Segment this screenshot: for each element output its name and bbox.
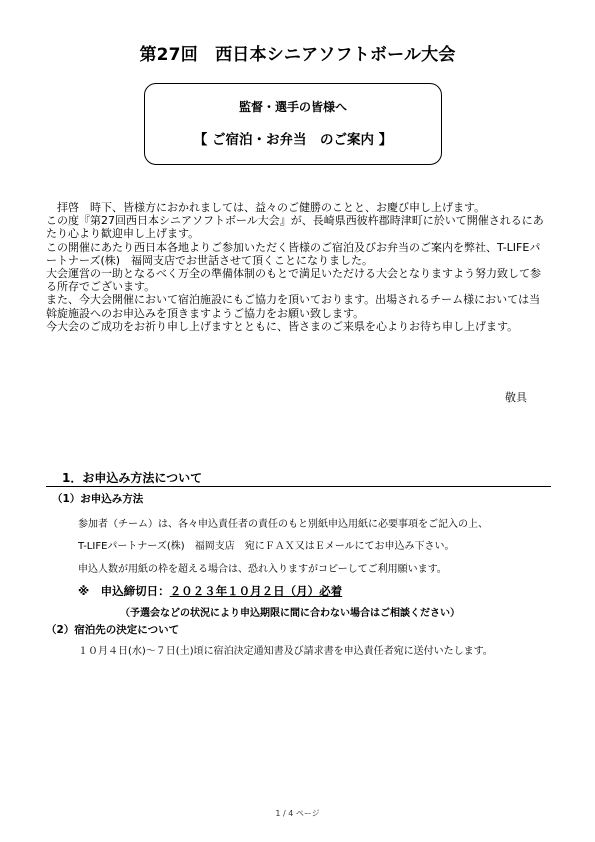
deadline (78, 583, 342, 599)
greeting-text (46, 201, 551, 333)
lodging-notice: １０月４日(水)～７日(土)頃に宿泊決定通知書及び請求書を申込責任者宛に送付いたします。 (78, 646, 493, 657)
application-instruction: 申込人数が用紙の枠を超える場合は、恐れ入りますがコピーしてご利用願います。 (78, 564, 447, 575)
greeting-paragraph: この開催にあたり西日本各地よりご参加いただく皆様のご宿泊及びお弁当のご案内を弊社、T-LIFEパートナーズ(株) 福岡支店でお世話させて頂くことになりました。 (46, 240, 541, 267)
application-instruction: 参加者（チーム）は、各々申込責任者の責任のもと別紙申込用紙に必要事項をご記入の上、 (78, 519, 488, 530)
page-title: 第27回 西日本シニアソフトボール大会 (139, 45, 456, 65)
greeting-paragraph: この度『第27回西日本シニアソフトボール大会』が、長崎県西彼杵郡時津町に於いて開催されるにあたり心より歓迎申し上げます。 (46, 214, 544, 241)
section-heading: 1．お申込み方法について (62, 471, 203, 485)
deadline-note: （予選会などの状況により申込期限に間に合わない場合はご相談ください） (120, 608, 460, 619)
greeting-paragraph: 今大会のご成功をお祈り申し上げますとともに、皆さまのご来県を心よりお待ち申し上げます。 (46, 319, 519, 333)
subsection-heading-lodging: （2）宿泊先の決定について (46, 624, 180, 636)
application-instruction: T-LIFEパートナーズ(株) 福岡支店 宛にＦＡＸ又はＥメールにてお申込み下さい。 (78, 541, 455, 552)
deadline-date: ２０２３年１０月２日（月）必着 (169, 584, 343, 598)
greeting-paragraph: 大会運営の一助となるべく万全の準備体制のもとで満足いただける大会となりますよう努力致して参る所存でございます。 (46, 267, 541, 294)
subsection-heading-application: （1）お申込み方法 (52, 493, 144, 505)
greeting-paragraph: 拝啓 時下、皆様方におかれましては、益々のご健勝のことと、お慶び申し上げます。 (46, 201, 486, 214)
closing-word: 敬具 (505, 391, 527, 404)
box-subject: 【 ご宿泊・お弁当 のご案内 】 (193, 132, 393, 148)
deadline-label: ※ 申込締切日： (78, 584, 170, 598)
box-heading: 監督・選手の皆様へ (238, 100, 347, 114)
info-box (144, 83, 442, 165)
section-divider (46, 486, 551, 487)
page-number: 1 / 4 ページ (275, 809, 320, 818)
greeting-paragraph: また、今大会開催において宿泊施設にもご協力を頂いております。出場されるチーム様においては当斡旋施設へのお申込みを頂きますようご協力をお願い致します。 (46, 293, 541, 320)
